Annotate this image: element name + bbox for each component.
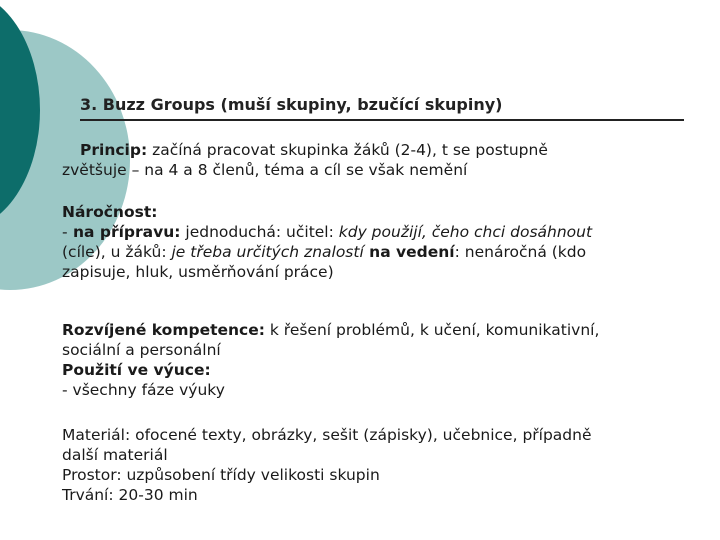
space-line: Prostor: uzpůsobení třídy velikosti skupin bbox=[62, 466, 380, 484]
principle-line-2: zvětšuje – na 4 a 8 členů, téma a cíl se však nemění bbox=[62, 161, 468, 179]
competence-text-1: k řešení problémů, k učení, komunikativní, bbox=[264, 321, 600, 339]
bullet-dash: - bbox=[62, 223, 68, 241]
material-section bbox=[62, 425, 712, 505]
title-underline bbox=[80, 119, 684, 121]
duration-line: Trvání: 20-30 min bbox=[62, 486, 198, 504]
slide-title: 3. Buzz Groups (muší skupiny, bzučící skupiny) bbox=[80, 95, 503, 114]
material-line-2: další materiál bbox=[62, 446, 168, 464]
difficulty-line-2 bbox=[62, 242, 712, 262]
usage-text: všechny fáze výuky bbox=[67, 381, 225, 399]
difficulty-text-b: : nenáročná (kdo bbox=[454, 243, 587, 261]
competence-line-1 bbox=[62, 320, 712, 340]
competence-label: Rozvíjené kompetence: bbox=[62, 321, 265, 339]
competence-section bbox=[62, 320, 712, 400]
difficulty-section bbox=[62, 202, 712, 282]
prep-italic: kdy použijí, čeho chci dosáhnout bbox=[338, 223, 593, 241]
usage-label: Použití ve výuce: bbox=[62, 361, 211, 379]
difficulty-line-3: zapisuje, hluk, usměrňování práce) bbox=[62, 263, 334, 281]
lead-label: na vedení bbox=[363, 243, 455, 261]
usage-line bbox=[62, 380, 712, 400]
difficulty-label: Náročnost: bbox=[62, 203, 158, 221]
material-line-1: Materiál: ofocené texty, obrázky, sešit (zápisky), učebnice, případně bbox=[62, 426, 592, 444]
principle-line-1 bbox=[62, 140, 712, 160]
competence-line-2: sociální a personální bbox=[62, 341, 221, 359]
difficulty-line-1 bbox=[62, 222, 712, 242]
prep-text: jednoduchá: učitel: bbox=[180, 223, 339, 241]
prep-label: na přípravu: bbox=[67, 223, 181, 241]
difficulty-italic: je třeba určitých znalostí bbox=[171, 243, 364, 261]
principle-label: Princip: bbox=[80, 141, 148, 159]
difficulty-text-a: (cíle), u žáků: bbox=[62, 243, 172, 261]
principle-section bbox=[62, 140, 712, 180]
usage-dash: - bbox=[62, 381, 68, 399]
principle-text-1: začíná pracovat skupinka žáků (2-4), t se postupně bbox=[147, 141, 548, 159]
